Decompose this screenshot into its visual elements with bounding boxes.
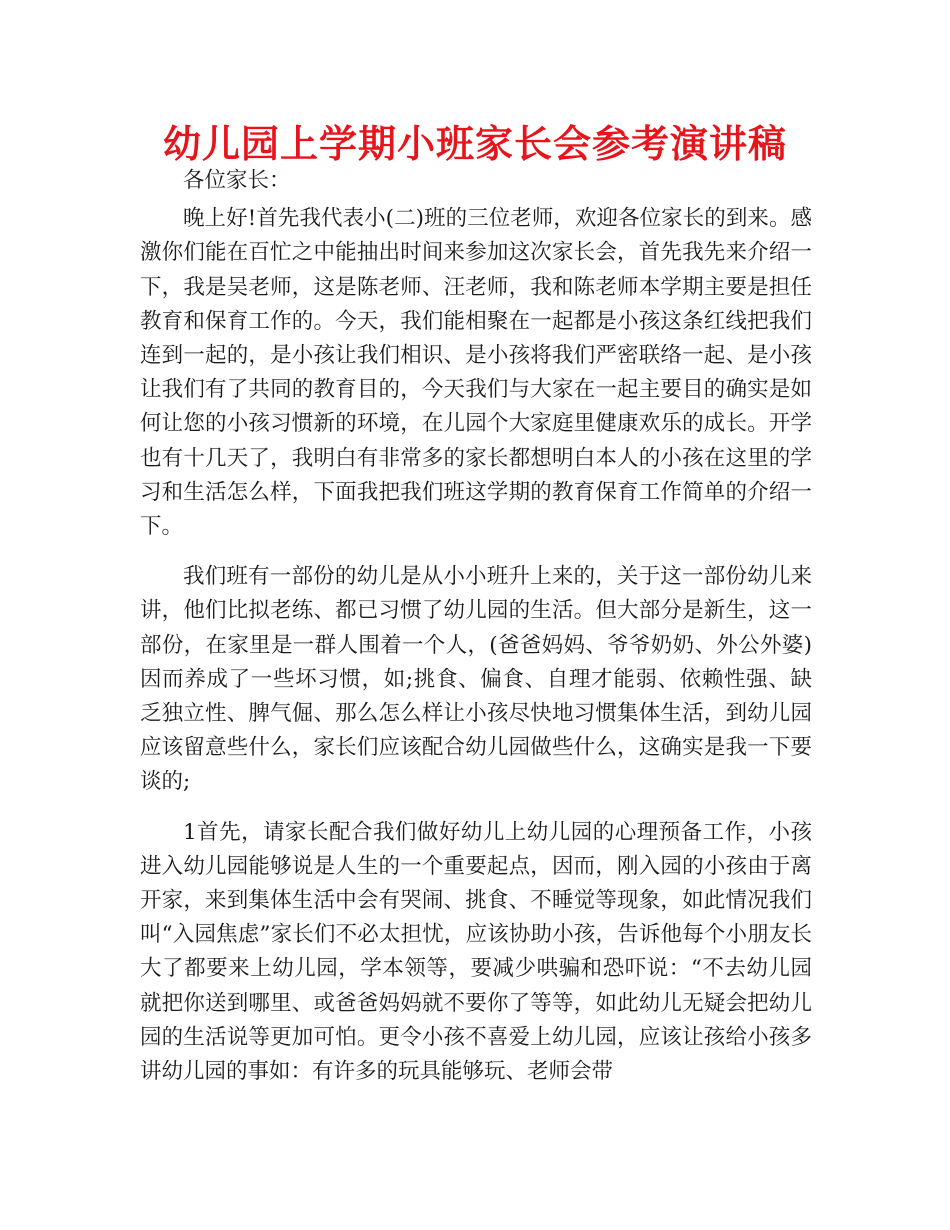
document-title: 幼儿园上学期小班家长会参考演讲稿	[162, 122, 787, 166]
body-paragraph-2: 我们班有一部份的幼儿是从小小班升上来的，关于这一部份幼儿来讲，他们比拟老练、都已习惯了幼儿园的生活。但大部分是新生，这一部份，在家里是一群人围着一个人，(爸爸妈妈、爷爷奶奶、外公外婆)因而养成了一些坏习惯，如;挑食、偏食、自理才能弱、依赖性强、缺乏独立性、脾气倔、那么怎么样让小孩尽快地习惯集体生活，到幼儿园应该留意些什么，家长们应该配合幼儿园做些什么，这确实是我一下要谈的;	[140, 564, 812, 795]
body-paragraph-3: 1首先，请家长配合我们做好幼儿上幼儿园的心理预备工作，小孩进入幼儿园能够说是人生的一个重要起点，因而，刚入园的小孩由于离开家，来到集体生活中会有哭闹、挑食、不睡觉等现象，如此情况我们叫“入园焦虑”家长们不必太担忧，应该协助小孩，告诉他每个小朋友长大了都要来上幼儿园，学本领等，要减少哄骗和恐吓说：“不去幼儿园就把你送到哪里、或爸爸妈妈就不要你了等等，如此幼儿无疑会把幼儿园的生活说等更加可怕。更令小孩不喜爱上幼儿园，应该让孩给小孩多讲幼儿园的事如：有许多的玩具能够玩、老师会带	[140, 819, 812, 1085]
greeting-paragraph: 各位家长：	[183, 168, 291, 193]
document-body	[140, 164, 812, 1089]
body-paragraph-1: 晚上好!首先我代表小(二)班的三位老师，欢迎各位家长的到来。感激你们能在百忙之中能抽出时间来参加这次家长会，首先我先来介绍一下，我是吴老师，这是陈老师、汪老师，我和陈老师本学期主要是担任教育和保育工作的。今天，我们能相聚在一起都是小孩这条红线把我们连到一起的，是小孩让我们相识、是小孩将我们严密联络一起、是小孩让我们有了共同的教育目的，今天我们与大家在一起主要目的确实是如何让您的小孩习惯新的环境，在儿园个大家庭里健康欢乐的成长。开学也有十几天了，我明白有非常多的家长都想明白本人的小孩在这里的学习和生活怎么样，下面我把我们班这学期的教育保育工作简单的介绍一下。	[140, 206, 812, 540]
